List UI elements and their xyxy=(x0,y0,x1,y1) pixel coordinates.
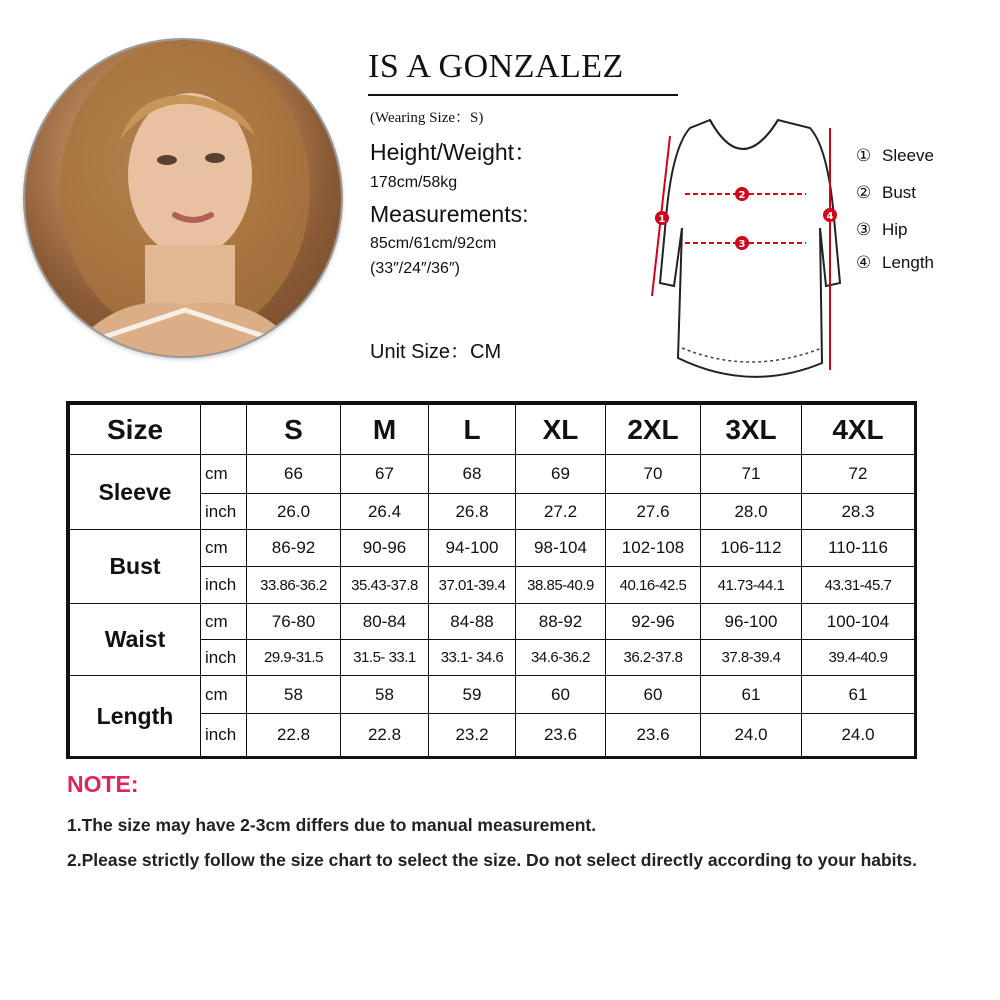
table-cell: 24.0 xyxy=(701,714,802,757)
height-weight-label: Height/Weight： xyxy=(370,139,538,165)
height-weight-value: 178cm/58kg xyxy=(370,174,458,191)
unit-cm: cm xyxy=(201,604,247,640)
svg-text:2: 2 xyxy=(738,190,746,201)
table-cell: 94-100 xyxy=(429,530,516,567)
table-cell: 76-80 xyxy=(247,604,341,640)
table-cell: 68 xyxy=(429,455,516,494)
table-cell: 36.2-37.8 xyxy=(606,640,701,676)
measurements-inch: (33″/24″/36″) xyxy=(370,260,460,277)
garment-diagram xyxy=(630,108,860,388)
row-label-waist: Waist xyxy=(70,604,201,676)
table-cell: 61 xyxy=(701,676,802,714)
unit-inch: inch xyxy=(201,567,247,604)
table-cell: 90-96 xyxy=(341,530,429,567)
table-cell: 69 xyxy=(516,455,606,494)
row-label-bust: Bust xyxy=(70,530,201,604)
table-cell: 22.8 xyxy=(341,714,429,757)
table-cell: 28.3 xyxy=(802,494,915,530)
table-cell: 60 xyxy=(606,676,701,714)
size-header-row xyxy=(70,405,915,455)
brand-divider xyxy=(368,94,678,96)
legend-hip: ③ Hip xyxy=(856,220,908,239)
brand-name: IS A GONZALEZ xyxy=(368,48,624,85)
unit-size: Unit Size：CM xyxy=(370,341,502,363)
table-cell: 43.31-45.7 xyxy=(802,567,915,604)
table-cell: 26.4 xyxy=(341,494,429,530)
svg-text:4: 4 xyxy=(826,211,834,222)
note-item-2: 2.Please strictly follow the size chart to select the size. Do not select directly according to your habits. xyxy=(67,850,917,870)
table-cell: 26.8 xyxy=(429,494,516,530)
table-cell: 26.0 xyxy=(247,494,341,530)
table-cell: 58 xyxy=(247,676,341,714)
size-header-cell: XL xyxy=(516,405,606,455)
table-cell: 38.85-40.9 xyxy=(516,567,606,604)
size-header-cell: M xyxy=(341,405,429,455)
table-cell: 34.6-36.2 xyxy=(516,640,606,676)
size-header-cell: 4XL xyxy=(802,405,915,455)
unit-inch: inch xyxy=(201,714,247,757)
size-header-cell: 2XL xyxy=(606,405,701,455)
table-cell: 84-88 xyxy=(429,604,516,640)
table-cell: 24.0 xyxy=(802,714,915,757)
wearing-size: (Wearing Size：S) xyxy=(370,110,484,126)
table-cell: 23.6 xyxy=(516,714,606,757)
unit-inch: inch xyxy=(201,640,247,676)
svg-text:3: 3 xyxy=(738,239,746,250)
table-cell: 88-92 xyxy=(516,604,606,640)
legend-length: ④ Length xyxy=(856,253,934,272)
table-cell: 67 xyxy=(341,455,429,494)
table-cell: 61 xyxy=(802,676,915,714)
table-cell: 33.1- 34.6 xyxy=(429,640,516,676)
table-cell: 66 xyxy=(247,455,341,494)
unit-cm: cm xyxy=(201,530,247,567)
table-cell: 71 xyxy=(701,455,802,494)
table-cell: 106-112 xyxy=(701,530,802,567)
legend-sleeve: ① Sleeve xyxy=(856,146,934,165)
sleeve-cm-row xyxy=(70,455,915,494)
table-cell: 110-116 xyxy=(802,530,915,567)
table-cell: 39.4-40.9 xyxy=(802,640,915,676)
size-header-cell: 3XL xyxy=(701,405,802,455)
unit-header-cell xyxy=(201,405,247,455)
table-cell: 29.9-31.5 xyxy=(247,640,341,676)
size-header-cell: L xyxy=(429,405,516,455)
table-cell: 96-100 xyxy=(701,604,802,640)
table-cell: 23.6 xyxy=(606,714,701,757)
size-header-cell: S xyxy=(247,405,341,455)
table-cell: 27.6 xyxy=(606,494,701,530)
table-cell: 41.73-44.1 xyxy=(701,567,802,604)
table-cell: 58 xyxy=(341,676,429,714)
table-cell: 35.43-37.8 xyxy=(341,567,429,604)
table-cell: 31.5- 33.1 xyxy=(341,640,429,676)
row-label-length: Length xyxy=(70,676,201,757)
table-cell: 70 xyxy=(606,455,701,494)
table-cell: 102-108 xyxy=(606,530,701,567)
svg-text:1: 1 xyxy=(658,214,666,225)
note-item-1: 1.The size may have 2-3cm differs due to manual measurement. xyxy=(67,815,597,835)
bust-cm-row xyxy=(70,530,915,567)
table-cell: 60 xyxy=(516,676,606,714)
size-header-label: Size xyxy=(70,405,201,455)
model-photo xyxy=(25,40,341,356)
table-cell: 22.8 xyxy=(247,714,341,757)
table-cell: 27.2 xyxy=(516,494,606,530)
measurements-label: Measurements: xyxy=(370,201,529,227)
table-cell: 80-84 xyxy=(341,604,429,640)
table-cell: 92-96 xyxy=(606,604,701,640)
table-cell: 28.0 xyxy=(701,494,802,530)
table-cell: 86-92 xyxy=(247,530,341,567)
model-portrait-illustration xyxy=(25,40,341,356)
table-cell: 100-104 xyxy=(802,604,915,640)
table-cell: 59 xyxy=(429,676,516,714)
waist-cm-row xyxy=(70,604,915,640)
table-cell: 33.86-36.2 xyxy=(247,567,341,604)
size-chart-table xyxy=(66,401,917,759)
unit-inch: inch xyxy=(201,494,247,530)
table-cell: 37.8-39.4 xyxy=(701,640,802,676)
table-cell: 40.16-42.5 xyxy=(606,567,701,604)
unit-cm: cm xyxy=(201,455,247,494)
note-title: NOTE: xyxy=(67,771,139,797)
table-cell: 37.01-39.4 xyxy=(429,567,516,604)
shirt-outline xyxy=(660,120,840,377)
row-label-sleeve: Sleeve xyxy=(70,455,201,530)
table-cell: 23.2 xyxy=(429,714,516,757)
legend-bust: ② Bust xyxy=(856,183,917,202)
unit-cm: cm xyxy=(201,676,247,714)
measurements-cm: 85cm/61cm/92cm xyxy=(370,235,497,252)
length-cm-row xyxy=(70,676,915,714)
table-cell: 72 xyxy=(802,455,915,494)
table-cell: 98-104 xyxy=(516,530,606,567)
